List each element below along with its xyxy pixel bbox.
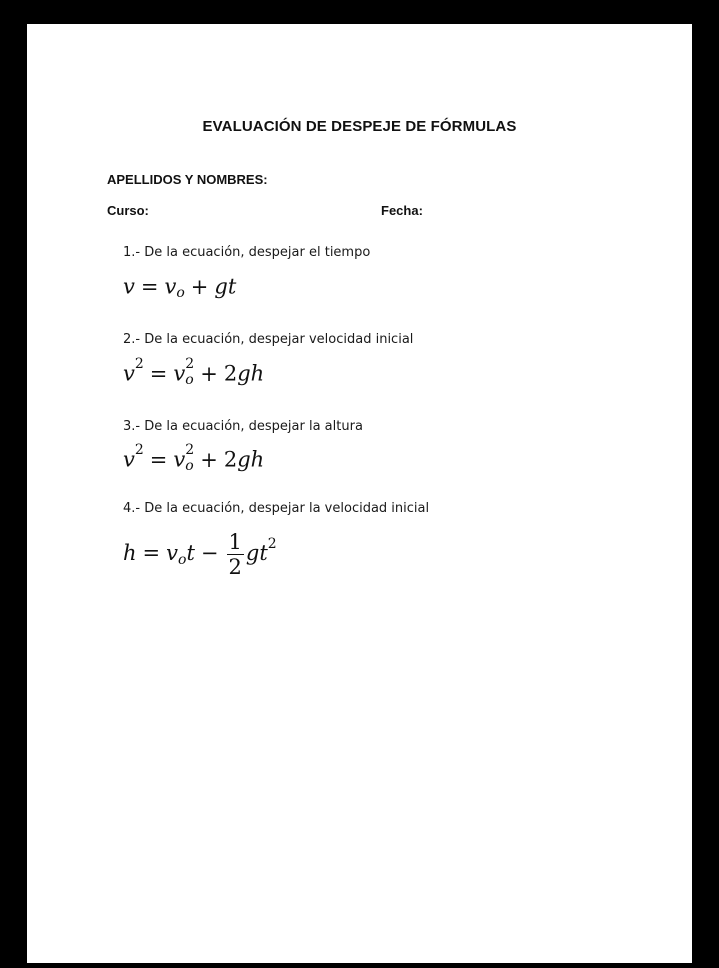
question-1-text: 1.- De la ecuación, despejar el tiempo [123,245,371,260]
question-2-equation: v 2 = v 2 o + 2gh [123,356,265,388]
name-label: APELLIDOS Y NOMBRES: [107,172,268,187]
document-page [27,24,692,963]
question-3-text: 3.- De la ecuación, despejar la altura [123,419,363,434]
question-3-equation: v 2 = v 2 o + 2gh [123,442,265,474]
question-2-text: 2.- De la ecuación, despejar velocidad inicial [123,332,414,347]
question-4-text: 4.- De la ecuación, despejar la velocidad inicial [123,501,430,516]
question-1-equation: v = v o + gt [123,274,237,301]
question-4-equation: h = v o t − $\frac{1}{2}$ gt 2 [123,530,277,580]
course-label: Curso: [107,203,149,218]
document-title: EVALUACIÓN DE DESPEJE DE FÓRMULAS [202,118,517,135]
date-label: Fecha: [381,203,423,218]
